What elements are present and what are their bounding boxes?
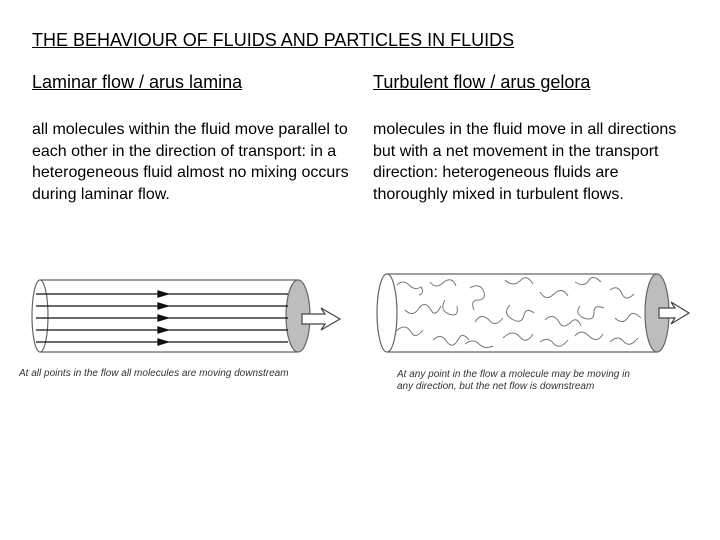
- turbulent-description: molecules in the fluid move in all directions but with a net movement in the transport direction: heterogeneous fluids are thoroughly mixed in turbulent flows.: [373, 121, 677, 203]
- turbulent-caption-line-2: any direction, but the net flow is downstream: [397, 381, 595, 392]
- turbulent-pipe-start: [377, 274, 397, 352]
- page-title: THE BEHAVIOUR OF FLUIDS AND PARTICLES IN FLUIDS: [32, 30, 515, 50]
- turbulent-heading: Turbulent flow / arus gelora: [373, 72, 591, 92]
- turbulent-caption: [397, 369, 630, 393]
- laminar-caption: At all points in the flow all molecules are moving downstream: [19, 368, 289, 379]
- laminar-heading: Laminar flow / arus lamina: [32, 72, 243, 92]
- laminar-description: all molecules within the fluid move parallel to each other in the direction of transport: in a heterogeneous fluid almost no mixing occurs during laminar flow.: [32, 121, 349, 203]
- laminar-pipe-body: [40, 280, 298, 352]
- turbulent-flow-diagram: [375, 270, 705, 360]
- laminar-pipe-start: [32, 280, 48, 352]
- laminar-flow-diagram: [20, 272, 350, 362]
- turbulent-caption-line-1: At any point in the flow a molecule may be moving in: [397, 369, 630, 380]
